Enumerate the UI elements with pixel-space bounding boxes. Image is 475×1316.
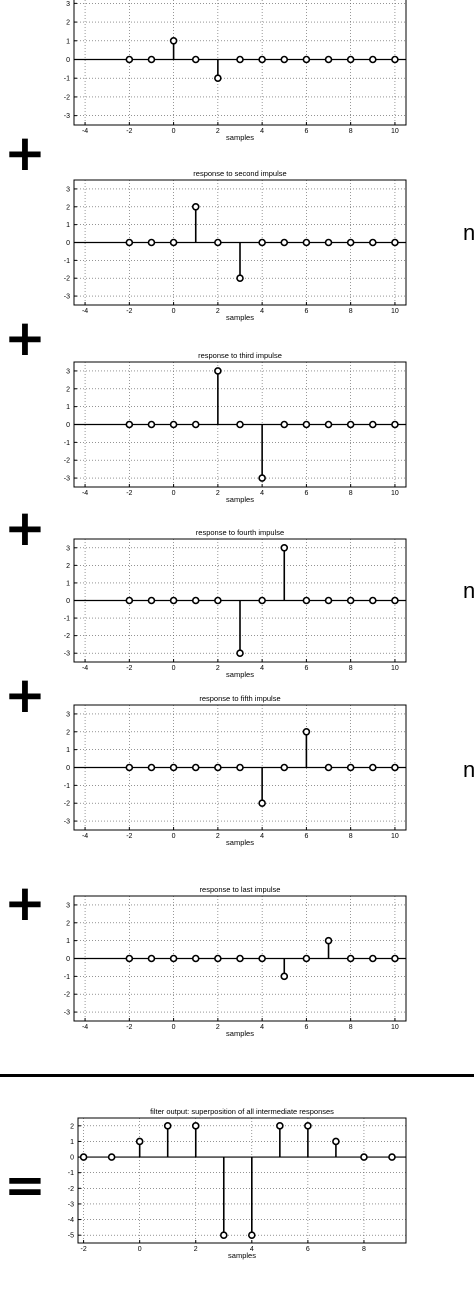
x-tick-label: 0 — [171, 128, 176, 135]
y-tick-label: 3 — [66, 902, 70, 910]
x-tick-label: 10 — [391, 833, 399, 840]
x-tick-label: 8 — [348, 128, 353, 135]
stem-marker — [171, 765, 177, 771]
y-tick-label: -1 — [63, 439, 70, 447]
chart-title: response to third impulse — [198, 351, 282, 360]
y-tick-label: -1 — [63, 75, 70, 83]
stem-marker — [348, 598, 354, 604]
x-tick-label: 4 — [260, 665, 265, 672]
stem-marker — [281, 765, 287, 771]
stem-marker — [392, 422, 398, 428]
y-tick-label: 0 — [66, 240, 70, 247]
stem-marker — [326, 240, 332, 246]
stem-marker — [126, 422, 132, 428]
stem-marker — [259, 956, 265, 962]
stem-marks — [74, 938, 406, 980]
x-axis-label: samples — [226, 133, 254, 142]
stem-marker — [237, 765, 243, 771]
y-tick-label: -1 — [67, 1170, 74, 1178]
y-tick-label: 3 — [66, 0, 70, 8]
x-tick-label: 8 — [361, 1246, 366, 1253]
x-tick-label: 10 — [391, 128, 399, 135]
y-tick-label: -3 — [63, 475, 70, 483]
stem-marker — [333, 1138, 339, 1144]
stem-marker — [193, 422, 199, 428]
y-tick-label: -3 — [63, 818, 70, 826]
x-tick-label: 8 — [348, 833, 353, 840]
stem-marker — [237, 650, 243, 656]
stem-marker — [259, 800, 265, 806]
stem-marker — [126, 240, 132, 246]
x-tick-label: -4 — [81, 833, 89, 840]
stem-marker — [326, 765, 332, 771]
y-tick-label: -2 — [63, 991, 70, 999]
stem-marker — [348, 956, 354, 962]
y-tick-label: 3 — [66, 545, 70, 553]
y-tick-label: -5 — [67, 1232, 74, 1240]
stem-marker — [137, 1138, 143, 1144]
y-tick-label: -3 — [63, 293, 70, 301]
stem-marker — [259, 240, 265, 246]
stem-marker — [171, 422, 177, 428]
stem-marker — [193, 598, 199, 604]
x-axis-label: samples — [226, 670, 254, 679]
y-tick-label: 2 — [66, 920, 70, 928]
stem-marker — [237, 275, 243, 281]
x-tick-label: 6 — [304, 833, 309, 840]
x-axis-label: samples — [226, 838, 254, 847]
chart-title: response to last impulse — [199, 885, 281, 894]
stem-marks — [78, 1123, 406, 1238]
stem-marker — [148, 598, 154, 604]
stem-marker — [392, 598, 398, 604]
stem-marks — [74, 729, 406, 806]
x-tick-label: 2 — [215, 308, 220, 315]
y-tick-label: -2 — [63, 633, 70, 641]
stem-marker — [370, 598, 376, 604]
stem-marker — [237, 956, 243, 962]
stem-marker — [277, 1123, 283, 1129]
stem-marker — [303, 729, 309, 735]
y-tick-label: 2 — [66, 729, 70, 737]
x-tick-label: 2 — [193, 1246, 198, 1253]
chart-3 — [64, 351, 406, 504]
x-tick-label: 4 — [260, 1024, 265, 1031]
stem-marker — [348, 240, 354, 246]
x-tick-label: 2 — [215, 490, 220, 497]
x-tick-label: -2 — [126, 128, 133, 135]
y-tick-label: 1 — [66, 747, 70, 755]
stem-marks — [74, 545, 406, 656]
side-fragment-2: n — [463, 578, 475, 603]
chart-title: filter output: superposition of all intermediate responses — [150, 1107, 334, 1116]
x-tick-label: 0 — [171, 665, 176, 672]
x-tick-label: 4 — [260, 833, 265, 840]
x-tick-label: -2 — [80, 1246, 87, 1253]
y-tick-label: 2 — [70, 1123, 74, 1131]
stem-marker — [326, 422, 332, 428]
y-tick-label: -1 — [63, 257, 70, 265]
x-tick-label: 10 — [391, 490, 399, 497]
chart-6 — [64, 885, 406, 1038]
x-tick-label: 0 — [171, 490, 176, 497]
stem-marker — [193, 204, 199, 210]
chart-5 — [64, 694, 406, 847]
stem-marker — [259, 475, 265, 481]
x-tick-label: 8 — [348, 490, 353, 497]
x-tick-label: 6 — [304, 128, 309, 135]
stem-marker — [81, 1154, 87, 1160]
x-tick-label: 4 — [260, 128, 265, 135]
stem-marker — [126, 57, 132, 63]
stem-marker — [193, 1123, 199, 1129]
stem-marker — [171, 38, 177, 44]
stem-marker — [126, 765, 132, 771]
stem-marker — [215, 75, 221, 81]
stem-marker — [249, 1232, 255, 1238]
stem-marker — [326, 57, 332, 63]
stem-marker — [221, 1232, 227, 1238]
stem-marker — [215, 240, 221, 246]
stem-marker — [303, 956, 309, 962]
stem-marker — [370, 57, 376, 63]
stem-marker — [281, 57, 287, 63]
y-tick-label: 2 — [66, 204, 70, 212]
stem-marker — [148, 422, 154, 428]
stem-marker — [389, 1154, 395, 1160]
stem-marker — [148, 956, 154, 962]
chart-2 — [64, 169, 406, 322]
y-tick-label: -1 — [63, 782, 70, 790]
x-tick-label: -2 — [126, 308, 133, 315]
y-tick-label: 1 — [70, 1138, 74, 1146]
stem-marker — [171, 598, 177, 604]
stem-marker — [370, 765, 376, 771]
stem-marker — [303, 57, 309, 63]
x-tick-label: 10 — [391, 308, 399, 315]
stem-marker — [281, 545, 287, 551]
stem-marker — [370, 956, 376, 962]
y-tick-label: -1 — [63, 973, 70, 981]
stem-marker — [215, 598, 221, 604]
x-tick-label: -4 — [81, 490, 89, 497]
stem-marker — [215, 368, 221, 374]
x-tick-label: 2 — [215, 833, 220, 840]
y-tick-label: -2 — [63, 800, 70, 808]
stem-marker — [370, 240, 376, 246]
x-tick-label: 0 — [171, 1024, 176, 1031]
x-tick-label: 10 — [391, 665, 399, 672]
x-axis-label: samples — [228, 1251, 256, 1260]
stem-marker — [148, 57, 154, 63]
stem-marker — [237, 57, 243, 63]
stem-marker — [259, 57, 265, 63]
y-tick-label: 2 — [66, 386, 70, 394]
x-tick-label: 10 — [391, 1024, 399, 1031]
stem-marker — [370, 422, 376, 428]
stem-marker — [326, 938, 332, 944]
stem-marker — [165, 1123, 171, 1129]
equals-operator: = — [4, 1156, 46, 1214]
y-tick-label: 0 — [66, 956, 70, 963]
chart-1 — [64, 0, 406, 142]
x-tick-label: 2 — [215, 1024, 220, 1031]
stem-marker — [281, 422, 287, 428]
side-fragment-1: n — [463, 220, 475, 245]
stem-marker — [237, 422, 243, 428]
stem-marker — [392, 240, 398, 246]
x-tick-label: 8 — [348, 308, 353, 315]
y-tick-label: -1 — [63, 615, 70, 623]
y-tick-label: 0 — [66, 422, 70, 429]
grid-lines — [78, 1118, 406, 1243]
stem-marker — [215, 765, 221, 771]
x-tick-label: -2 — [126, 833, 133, 840]
x-tick-label: -4 — [81, 128, 89, 135]
y-tick-label: -3 — [63, 113, 70, 121]
x-tick-label: 2 — [215, 128, 220, 135]
y-tick-label: 0 — [66, 765, 70, 772]
x-axis-label: samples — [226, 313, 254, 322]
stem-marker — [305, 1123, 311, 1129]
x-tick-label: -2 — [126, 665, 133, 672]
x-tick-label: 6 — [304, 1024, 309, 1031]
chart-title: response to fourth impulse — [195, 528, 285, 537]
stem-marker — [193, 57, 199, 63]
y-tick-label: -3 — [67, 1201, 74, 1209]
stem-marks — [74, 38, 406, 81]
stem-marker — [126, 956, 132, 962]
stem-marker — [348, 422, 354, 428]
y-tick-label: -3 — [63, 1009, 70, 1017]
y-tick-label: -2 — [63, 94, 70, 102]
stem-marker — [109, 1154, 115, 1160]
stem-marker — [392, 956, 398, 962]
x-tick-label: 8 — [348, 665, 353, 672]
y-tick-label: 0 — [70, 1154, 74, 1162]
stem-marker — [148, 765, 154, 771]
y-tick-label: 2 — [66, 562, 70, 570]
stem-marker — [193, 765, 199, 771]
stem-marker — [303, 422, 309, 428]
y-tick-label: 0 — [66, 57, 70, 64]
plus-operator-1: + — [4, 124, 46, 182]
stem-marker — [215, 956, 221, 962]
stem-marker — [303, 598, 309, 604]
y-tick-label: 1 — [66, 938, 70, 946]
y-tick-label: 1 — [66, 222, 70, 230]
stem-marker — [171, 240, 177, 246]
y-tick-label: 3 — [66, 368, 70, 376]
x-tick-label: 0 — [171, 833, 176, 840]
x-tick-label: 8 — [348, 1024, 353, 1031]
plus-operator-3: + — [4, 499, 46, 557]
chart-7 — [68, 1107, 406, 1260]
x-tick-label: -2 — [126, 1024, 133, 1031]
y-tick-label: -2 — [63, 457, 70, 465]
x-tick-label: 6 — [305, 1246, 310, 1253]
stem-marker — [193, 956, 199, 962]
x-axis-label: samples — [226, 495, 254, 504]
side-fragment-3: n — [463, 757, 475, 782]
x-tick-label: 6 — [304, 665, 309, 672]
stem-marker — [348, 765, 354, 771]
y-tick-label: -2 — [63, 275, 70, 283]
stem-marker — [392, 57, 398, 63]
y-tick-label: 3 — [66, 186, 70, 194]
x-tick-label: 4 — [249, 1246, 254, 1253]
stem-marker — [326, 598, 332, 604]
y-tick-label: -2 — [67, 1185, 74, 1193]
x-tick-label: 2 — [215, 665, 220, 672]
x-tick-label: -4 — [81, 1024, 89, 1031]
stem-marker — [259, 598, 265, 604]
plus-operator-4: + — [4, 666, 46, 724]
plus-operator-2: + — [4, 309, 46, 367]
stem-marker — [303, 240, 309, 246]
plot-frame — [78, 1118, 406, 1243]
stem-marks — [74, 204, 406, 281]
plus-operator-5: + — [4, 874, 46, 932]
chart-4 — [64, 528, 406, 679]
stem-marker — [171, 956, 177, 962]
stem-marker — [361, 1154, 367, 1160]
x-tick-label: -4 — [81, 308, 89, 315]
stem-marker — [281, 240, 287, 246]
x-tick-label: -4 — [81, 665, 89, 672]
y-tick-label: 3 — [66, 711, 70, 719]
x-tick-label: 4 — [260, 308, 265, 315]
y-tick-label: 0 — [66, 598, 70, 605]
stem-marks — [74, 368, 406, 481]
y-tick-label: -3 — [63, 650, 70, 658]
y-tick-label: 2 — [66, 19, 70, 27]
x-tick-label: 6 — [304, 490, 309, 497]
y-tick-label: -4 — [67, 1217, 74, 1225]
stem-marker — [392, 765, 398, 771]
stem-marker — [148, 240, 154, 246]
x-axis-label: samples — [226, 1029, 254, 1038]
stem-marker — [281, 973, 287, 979]
x-tick-label: -2 — [126, 490, 133, 497]
stem-marker — [126, 598, 132, 604]
x-tick-label: 4 — [260, 490, 265, 497]
chart-title: response to fifth impulse — [199, 694, 281, 703]
x-tick-label: 6 — [304, 308, 309, 315]
stem-marker — [348, 57, 354, 63]
y-tick-label: 1 — [66, 404, 70, 412]
y-tick-label: 1 — [66, 580, 70, 588]
y-tick-label: 1 — [66, 38, 70, 46]
x-tick-label: 0 — [137, 1246, 142, 1253]
x-tick-label: 0 — [171, 308, 176, 315]
chart-title: response to second impulse — [193, 169, 287, 178]
